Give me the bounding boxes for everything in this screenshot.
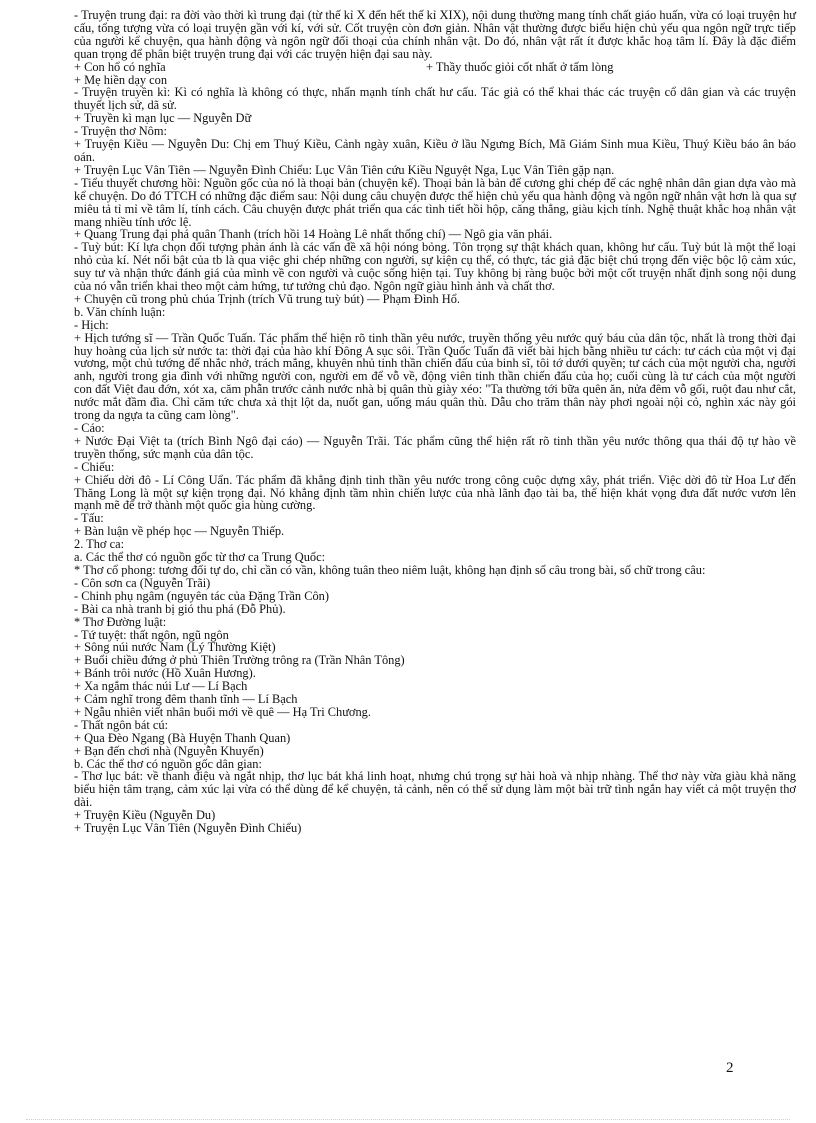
text-line: - Truyện trung đại: ra đời vào thời kì trung đại (từ thế kỉ X đến hết thế kỉ XIX), nội dung thường mang tính chất giáo huấn, vừa có loại truyện hư cấu, tổng tượng vừa có loại truyện gần với kí, với sử. Cốt truyện còn đơn giản. Nhân vật thường được biểu hiện chủ yếu qua ngôn ngữ trực tiếp của người kể chuyện, qua hành động và ngôn ngữ đối thoại của chính nhân vật. Do đó, nhân vật rất ít được khắc hoạ tâm lí. Đây là đặc điểm quan trọng để phân biệt truyện trung đại với các truyện hiện đại sau này. [74,8,796,61]
text-line: + Chuyện cũ trong phủ chúa Trịnh (trích Vũ trung tuỳ bút) — Phạm Đình Hổ. [74,291,461,306]
text-line: + Chiếu dời đô - Lí Công Uẩn. Tác phẩm đã khẳng định tinh thần yêu nước trong công cuộc dựng xây, phát triển. Việc dời đô từ Hoa Lư đến Thăng Long là một sự kiện trọng đại. Nó khẳng định tầm nhìn chiến lược của nhà lãnh đạo tài ba, thể hiện khát vọng đưa đất nước vươn lên mạnh mẽ để trở thành một quốc gia hùng cường. [74,472,796,513]
text-line: - Tấu: [74,511,104,526]
text-line: + Hịch tướng sĩ — Trần Quốc Tuấn. Tác phẩm thể hiện rõ tinh thần yêu nước, truyền thống yêu nước quý báu của dân tộc, nhất là trong thời đại huy hoàng của lịch sử nước ta: thời đại của hào khí Đông A sục sôi. Trần Quốc Tuấn đã viết bài hịch bằng nhiều tư cách: tư cách của một vị đại vương, một chủ tướng để nhắc nhở, trách mắng, khuyên nhủ tinh thần chiến đấu của binh sĩ, tôi tớ dưới quyền; tư cách của một người cha, người anh, người trong gia đình với những người con, người em để vỗ về, động viên tinh thần chiến đấu của họ; cuối cùng là tư cách của một người con đất Việt đau đớn, xót xa, căm phẫn trước cảnh nước nhà bị quân thù giày xéo: "Ta thường tới bữa quên ăn, nửa đêm vỗ gối, ruột đau như cắt, nước mắt đầm đìa. Chỉ căm tức chưa xả thịt lột da, nuốt gan, uống máu quân thù. Dẫu cho trăm thân này phơi ngoài nội cỏ, nghìn xác này gói trong da ngựa ta cũng cam lòng". [74,330,796,423]
text-line: + Truyền kì mạn lục — Nguyễn Dữ [74,111,252,126]
text-line: * Thơ cổ phong: tương đối tự do, chỉ cần có vần, không tuân theo niêm luật, không hạn định số câu trong bài, số chữ trong câu: [74,562,706,577]
left-item: + Con hổ có nghĩa [74,59,166,74]
text-line: - Truyện truyền kì: Kì có nghĩa là không có thực, nhấn mạnh tính chất hư cấu. Tác giả có thể khai thác các truyện cổ dân gian và các truyện thuyết lịch sử, dã sử. [74,85,796,113]
text-line: + Truyện Kiều — Nguyễn Du: Chị em Thuý Kiều, Cảnh ngày xuân, Kiều ở lầu Ngưng Bích, Mã Giám Sinh mua Kiều, Thuý Kiều báo ân báo oán. [74,137,796,164]
text-line: + Qua Đèo Ngang (Bà Huyện Thanh Quan) [74,730,291,745]
text-line: * Thơ Đường luật: [74,614,167,629]
text-line: + Quang Trung đại phá quân Thanh (trích hồi 14 Hoàng Lê nhất thống chí) — Ngô gia văn phái. [74,227,553,242]
text-line: + Ngẫu nhiên viết nhân buổi mới về quê — Hạ Tri Chương. [74,704,371,719]
two-column-line [74,61,796,74]
text-line: b. Các thể thơ có nguồn gốc dân gian: [74,756,262,771]
text-line: - Thất ngôn bát cú: [74,717,169,732]
text-line: + Truyện Lục Vân Tiên — Nguyễn Đình Chiểu: Lục Vân Tiên cứu Kiều Nguyệt Nga, Lục Vân Tiên gặp nạn. [74,162,615,177]
text-line: - Tuỳ bút: Kí lựa chọn đối tượng phản ánh là các vấn đề xã hội nóng bỏng. Tôn trọng sự thật khách quan, không hư cấu. Tuỳ bút là một thể loại nhỏ của kí. Nét nổi bật của tb là qua việc ghi chép những con người, sự kiện cụ thể, có thực, tác giả đặc biệt chú trọng đến việc bộc lộ cảm xúc, suy tư và nhận thức đánh giá của mình về con người và cuộc sống hiện tại. Tuy không bị ràng buộc bởi một cốt truyện nhất định song nội dung của nó vẫn triển khai theo một cảm hứng, tư tưởng chủ đạo. Ngôn ngữ giàu hình ảnh và chất thơ. [74,240,796,294]
text-line: b. Văn chính luận: [74,304,166,319]
text-line: + Mẹ hiền dạy con [74,72,168,87]
text-line: + Buổi chiều đứng ở phủ Thiên Trường trông ra (Trần Nhân Tông) [74,653,405,668]
text-line: - Chinh phụ ngâm (nguyên tác của Đặng Trần Côn) [74,588,329,603]
text-line: + Truyện Kiều (Nguyễn Du) [74,808,216,823]
text-line: - Bài ca nhà tranh bị gió thu phá (Đỗ Phủ). [74,601,286,616]
page-number: 2 [726,1060,734,1076]
text-line: + Cảm nghĩ trong đêm thanh tĩnh — Lí Bạch [74,692,298,707]
text-line: - Côn sơn ca (Nguyễn Trãi) [74,575,211,590]
text-line: - Chiếu: [74,459,115,474]
text-line: + Sông núi nước Nam (Lý Thường Kiệt) [74,640,276,655]
text-line: + Bánh trôi nước (Hồ Xuân Hương). [74,666,256,681]
text-line: + Xa ngắm thác núi Lư — Lí Bạch [74,679,248,694]
text-line: - Thơ lục bát: về thanh điệu và ngắt nhịp, thơ lục bát khá linh hoạt, nhưng chú trọng sự hài hoà và nhịp nhàng. Thể thơ này vừa giàu khả năng biểu hiện tâm trạng, cảm xúc lại vừa có thể dùng để kể chuyện, tả cảnh, nên có thể sử dụng làm một bài trữ tình ngắn hay viết cả một truyện thơ dài. [74,769,796,810]
text-line: + Nước Đại Việt ta (trích Bình Ngô đại cáo) — Nguyễn Trãi. Tác phẩm cũng thể hiện rất rõ tinh thần yêu nước thông qua thái độ tự hào về truyền thống, sức mạnh của dân tộc. [74,433,796,461]
right-item: + Thầy thuốc giỏi cốt nhất ở tấm lòng [426,59,614,74]
footer-rule [26,1119,790,1120]
text-line: + Bạn đến chơi nhà (Nguyễn Khuyến) [74,743,264,758]
text-line: + Truyện Lục Vân Tiên (Nguyễn Đình Chiểu) [74,821,302,836]
text-line: 2. Thơ ca: [74,537,125,552]
text-line: - Tứ tuyệt: thất ngôn, ngũ ngôn [74,627,229,642]
text-line: - Tiểu thuyết chương hồi: Nguồn gốc của nó là thoại bản (chuyện kể). Thoại bản là bản để cương ghi chép để các nghệ nhân dân gian dựa vào mà kể chuyện. Do đó TTCH có những đặc điểm sau: Nội dung câu chuyện được thể hiện chủ yếu qua hành động và ngôn ngữ nhân vật hơn là qua sự miêu tả tỉ mỉ về tâm lí, tính cách. Câu chuyện được phát triển qua các tình tiết hồi hộp, căng thẳng, giàu kịch tính. Nghệ thuật khắc hoạ nhân vật mang nhiều tính ước lệ. [74,175,796,229]
text-line: - Hịch: [74,317,109,332]
text-line: - Truyện thơ Nôm: [74,124,167,139]
text-line: - Cáo: [74,421,105,435]
text-line: a. Các thể thơ có nguồn gốc từ thơ ca Trung Quốc: [74,550,326,565]
text-line: + Bàn luận về phép học — Nguyễn Thiếp. [74,524,285,539]
document-body [74,9,796,835]
